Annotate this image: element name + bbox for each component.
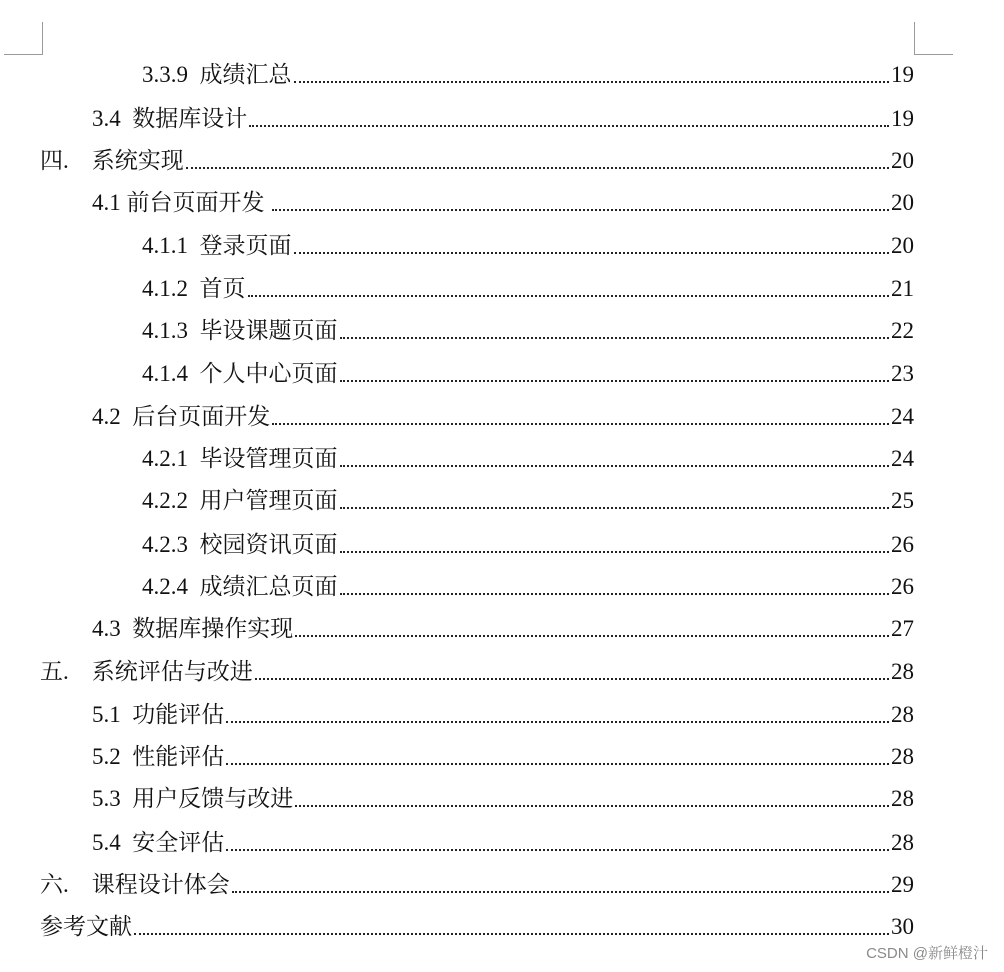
toc-leader-dots <box>340 465 890 467</box>
toc-entry-title: 四. 系统实现 <box>40 148 184 173</box>
toc-entry-title: 4.3 数据库操作实现 <box>92 616 294 641</box>
toc-leader-dots <box>340 593 890 595</box>
toc-leader-dots <box>249 125 889 127</box>
toc-entry-title: 4.2.4 成绩汇总页面 <box>142 574 338 599</box>
toc-leader-dots <box>294 81 890 83</box>
toc-entry-5-1[interactable] <box>92 700 914 730</box>
toc-entry-title: 4.1.2 首页 <box>142 276 246 301</box>
toc-entry-page: 29 <box>891 872 914 897</box>
toc-leader-dots <box>272 209 889 211</box>
toc-entry-page: 28 <box>891 744 914 769</box>
toc-entry-page: 28 <box>891 786 914 811</box>
toc-leader-dots <box>226 721 889 723</box>
toc-leader-dots <box>255 678 889 680</box>
toc-leader-dots <box>340 337 890 339</box>
toc-leader-dots <box>186 167 889 169</box>
toc-leader-dots <box>226 849 889 851</box>
toc-entry-title: 参考文献 <box>40 914 132 939</box>
toc-entry-page: 20 <box>891 233 914 258</box>
toc-entry-4-3[interactable] <box>92 614 914 644</box>
toc-entry-chapter-6[interactable] <box>40 870 914 900</box>
toc-entry-title: 5.1 功能评估 <box>92 702 225 727</box>
toc-entry-page: 20 <box>891 148 914 173</box>
toc-entry-4-2[interactable] <box>92 402 914 432</box>
toc-entry-title: 4.1.1 登录页面 <box>142 233 292 258</box>
toc-entry-page: 26 <box>891 574 914 599</box>
toc-entry-title: 六. 课程设计体会 <box>40 872 230 897</box>
toc-leader-dots <box>340 380 890 382</box>
crop-mark-top-left <box>4 22 43 55</box>
toc-entry-page: 19 <box>891 106 914 131</box>
toc-leader-dots <box>294 252 890 254</box>
toc-entry-4-2-3[interactable] <box>142 530 914 560</box>
toc-entry-title: 4.2.3 校园资讯页面 <box>142 532 338 557</box>
toc-entry-3-3-9[interactable] <box>142 60 914 90</box>
toc-entry-4-1[interactable] <box>92 188 914 218</box>
toc-entry-title: 4.2.2 用户管理页面 <box>142 488 338 513</box>
toc-entry-page: 20 <box>891 190 914 215</box>
toc-entry-page: 25 <box>891 488 914 513</box>
toc-entry-4-2-1[interactable] <box>142 444 914 474</box>
toc-entry-5-2[interactable] <box>92 742 914 772</box>
toc-entry-chapter-5[interactable] <box>40 657 914 687</box>
toc-entry-page: 28 <box>891 830 914 855</box>
toc-leader-dots <box>272 423 889 425</box>
toc-entry-title: 3.4 数据库设计 <box>92 106 248 131</box>
toc-leader-dots <box>340 551 890 553</box>
toc-entry-3-4[interactable] <box>92 104 914 134</box>
toc-leader-dots <box>226 763 889 765</box>
toc-entry-page: 24 <box>891 446 914 471</box>
toc-entry-page: 19 <box>891 62 914 87</box>
toc-entry-page: 22 <box>891 318 914 343</box>
toc-entry-chapter-4[interactable] <box>40 146 914 176</box>
toc-entry-4-2-2[interactable] <box>142 486 914 516</box>
toc-entry-page: 21 <box>891 276 914 301</box>
toc-entry-page: 27 <box>891 616 914 641</box>
toc-entry-title: 4.1.3 毕设课题页面 <box>142 318 338 343</box>
toc-entry-title: 4.1 前台页面开发 <box>92 190 271 215</box>
toc-entry-4-1-3[interactable] <box>142 316 914 346</box>
toc-entry-5-3[interactable] <box>92 784 914 814</box>
toc-entry-title: 5.4 安全评估 <box>92 830 225 855</box>
toc-leader-dots <box>232 891 889 893</box>
toc-entry-title: 5.3 用户反馈与改进 <box>92 786 294 811</box>
toc-entry-title: 4.2 后台页面开发 <box>92 404 271 429</box>
toc-entry-4-1-4[interactable] <box>142 359 914 389</box>
toc-entry-title: 五. 系统评估与改进 <box>40 659 253 684</box>
toc-entry-page: 28 <box>891 702 914 727</box>
toc-entry-title: 3.3.9 成绩汇总 <box>142 62 292 87</box>
toc-leader-dots <box>248 295 890 297</box>
toc-entry-page: 24 <box>891 404 914 429</box>
toc-entry-title: 4.1.4 个人中心页面 <box>142 361 338 386</box>
toc-entry-title: 5.2 性能评估 <box>92 744 225 769</box>
toc-entry-title: 4.2.1 毕设管理页面 <box>142 446 338 471</box>
toc-entry-4-1-1[interactable] <box>142 231 914 261</box>
toc-leader-dots <box>340 507 890 509</box>
toc-leader-dots <box>134 933 889 935</box>
toc-entry-4-1-2[interactable] <box>142 274 914 304</box>
csdn-watermark: CSDN @新鲜橙汁 <box>866 945 988 962</box>
toc-entry-page: 26 <box>891 532 914 557</box>
toc-entry-page: 30 <box>891 914 914 939</box>
toc-entry-references[interactable] <box>40 912 914 942</box>
toc-leader-dots <box>295 805 889 807</box>
toc-entry-page: 28 <box>891 659 914 684</box>
toc-entry-5-4[interactable] <box>92 828 914 858</box>
toc-leader-dots <box>295 635 889 637</box>
toc-entry-4-2-4[interactable] <box>142 572 914 602</box>
crop-mark-top-right <box>914 22 953 55</box>
toc-entry-page: 23 <box>891 361 914 386</box>
